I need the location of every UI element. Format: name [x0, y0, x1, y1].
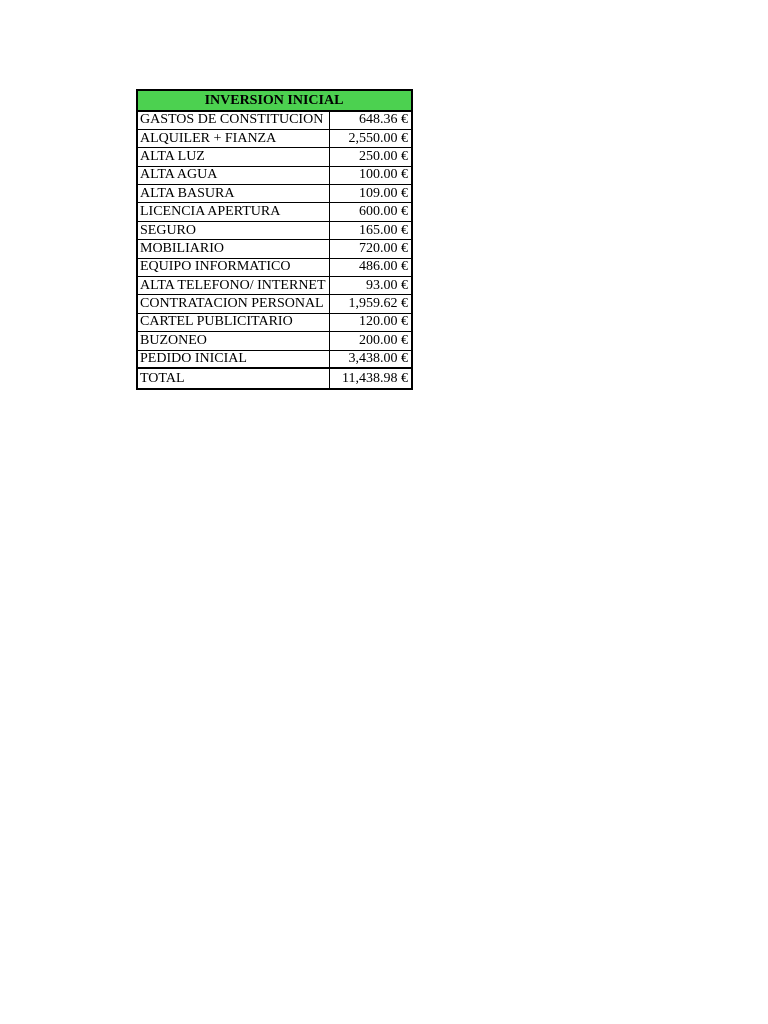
table-row — [137, 350, 412, 368]
total-label: TOTAL — [137, 368, 329, 389]
row-amount: 486.00 € — [329, 258, 412, 276]
inversion-inicial-table — [136, 89, 413, 390]
table-header-row — [137, 90, 412, 111]
row-amount: 3,438.00 € — [329, 350, 412, 368]
row-concept: BUZONEO — [137, 332, 329, 350]
row-amount: 93.00 € — [329, 277, 412, 295]
table-row — [137, 240, 412, 258]
table-row — [137, 203, 412, 221]
table-row — [137, 258, 412, 276]
row-concept: MOBILIARIO — [137, 240, 329, 258]
row-concept: LICENCIA APERTURA — [137, 203, 329, 221]
row-concept: ALQUILER + FIANZA — [137, 129, 329, 147]
row-amount: 720.00 € — [329, 240, 412, 258]
row-amount: 109.00 € — [329, 185, 412, 203]
row-concept: ALTA AGUA — [137, 166, 329, 184]
row-amount: 600.00 € — [329, 203, 412, 221]
row-concept: PEDIDO INICIAL — [137, 350, 329, 368]
row-amount: 1,959.62 € — [329, 295, 412, 313]
row-concept: ALTA BASURA — [137, 185, 329, 203]
table-row — [137, 148, 412, 166]
row-concept: SEGURO — [137, 221, 329, 239]
table-row — [137, 295, 412, 313]
table-row — [137, 166, 412, 184]
row-amount: 648.36 € — [329, 111, 412, 129]
table-row — [137, 277, 412, 295]
table-row — [137, 313, 412, 331]
row-amount: 120.00 € — [329, 313, 412, 331]
row-amount: 165.00 € — [329, 221, 412, 239]
row-amount: 100.00 € — [329, 166, 412, 184]
row-amount: 200.00 € — [329, 332, 412, 350]
table-row — [137, 221, 412, 239]
row-concept: CONTRATACION PERSONAL — [137, 295, 329, 313]
table-row — [137, 111, 412, 129]
row-concept: ALTA TELEFONO/ INTERNET — [137, 277, 329, 295]
total-amount: 11,438.98 € — [329, 368, 412, 389]
table-row — [137, 129, 412, 147]
row-amount: 250.00 € — [329, 148, 412, 166]
total-row — [137, 368, 412, 389]
row-concept: ALTA LUZ — [137, 148, 329, 166]
row-concept: EQUIPO INFORMATICO — [137, 258, 329, 276]
table-title: INVERSION INICIAL — [137, 90, 412, 111]
row-amount: 2,550.00 € — [329, 129, 412, 147]
row-concept: GASTOS DE CONSTITUCION — [137, 111, 329, 129]
table-row — [137, 332, 412, 350]
row-concept: CARTEL PUBLICITARIO — [137, 313, 329, 331]
table-row — [137, 185, 412, 203]
table-body — [137, 111, 412, 368]
